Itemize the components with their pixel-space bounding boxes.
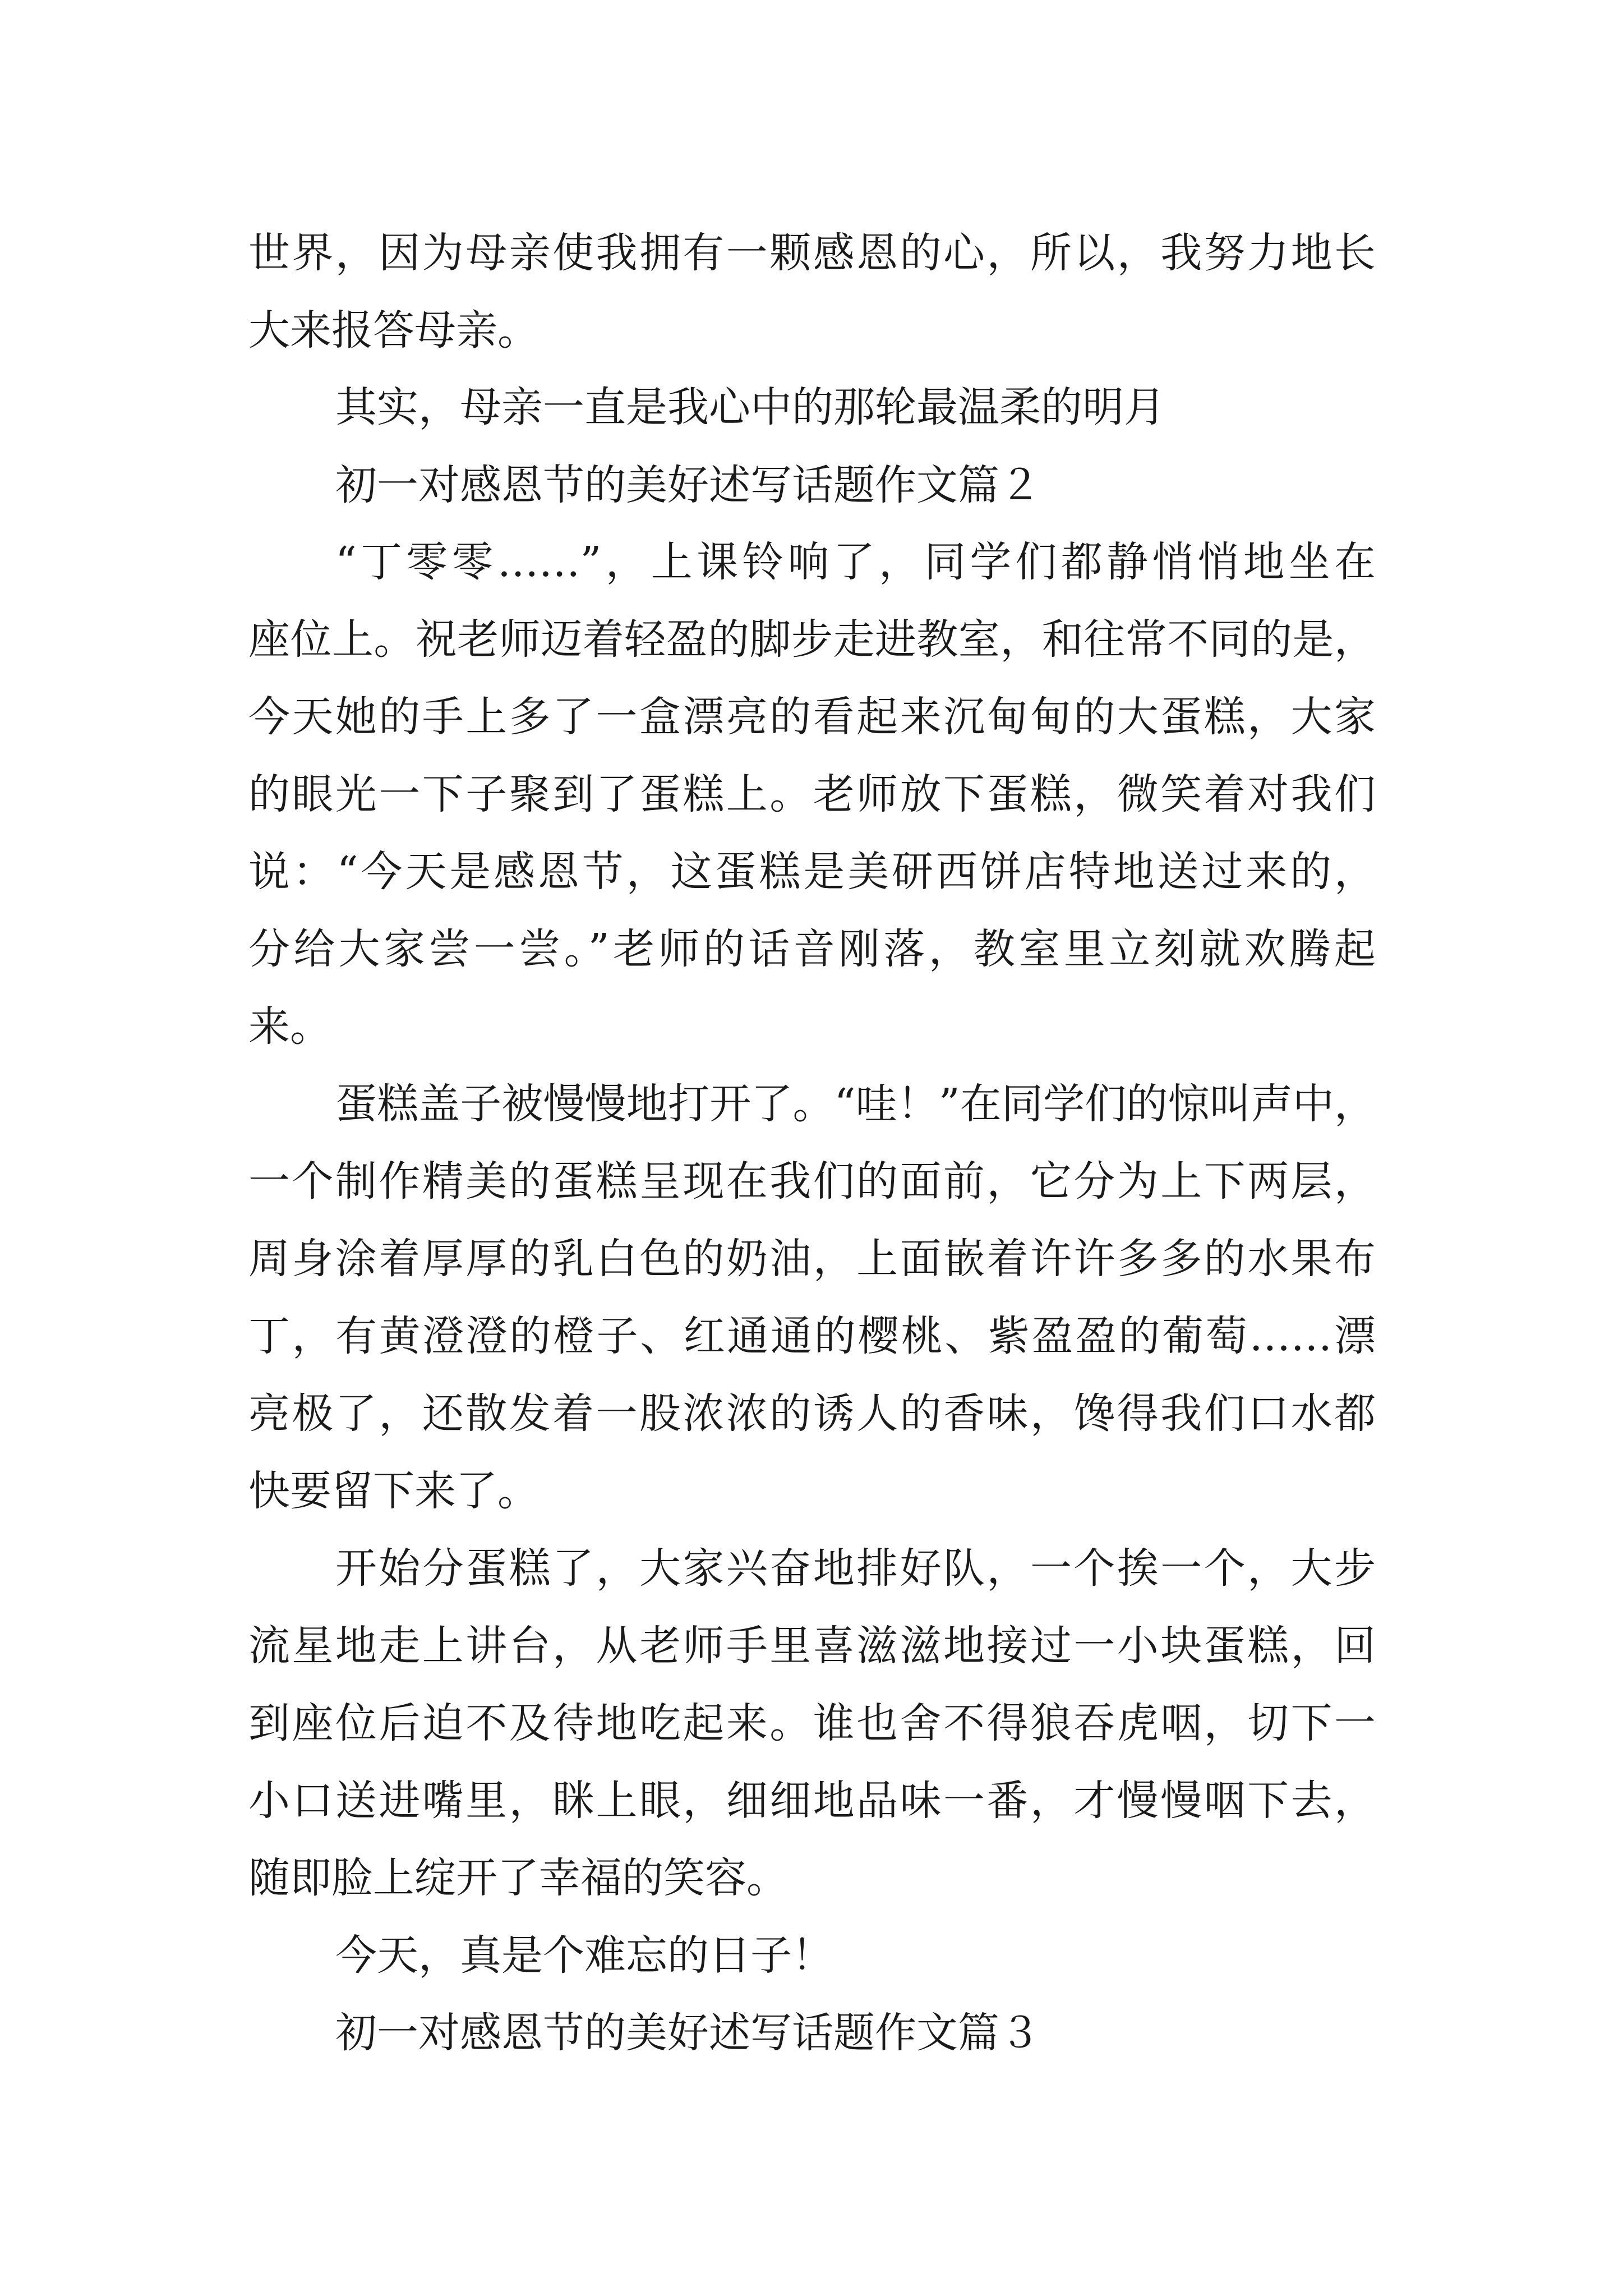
text-line: 的眼光一下子聚到了蛋糕上。老师放下蛋糕，微笑着对我们: [248, 770, 1376, 818]
section-heading: 初一对感恩节的美好述写话题作文篇３: [335, 2009, 1041, 2057]
text-line: 到座位后迫不及待地吃起来。谁也舍不得狼吞虎咽，切下一: [248, 1699, 1376, 1747]
text-line: “丁零零……”，上课铃响了，同学们都静悄悄地坐在: [335, 538, 1376, 586]
text-line: 一个制作精美的蛋糕呈现在我们的面前，它分为上下两层，: [248, 1157, 1376, 1205]
text-line: 座位上。祝老师迈着轻盈的脚步走进教室，和往常不同的是，: [248, 615, 1376, 664]
text-line: 来。: [248, 1002, 331, 1051]
text-line: 亮极了，还散发着一股浓浓的诱人的香味，馋得我们口水都: [248, 1389, 1376, 1438]
text-line: 大来报答母亲。: [248, 306, 539, 355]
text-line: 周身涂着厚厚的乳白色的奶油，上面嵌着许许多多的水果布: [248, 1235, 1376, 1283]
text-line: 随即脸上绽开了幸福的笑容。: [248, 1854, 788, 1902]
text-line: 分给大家尝一尝。”老师的话音刚落，教室里立刻就欢腾起: [248, 925, 1376, 973]
text-line: 说：“今天是感恩节，这蛋糕是美研西饼店特地送过来的，: [248, 848, 1376, 896]
text-line: 蛋糕盖子被慢慢地打开了。“哇！”在同学们的惊叫声中，: [335, 1080, 1376, 1128]
text-line: 今天，真是个难忘的日子！: [335, 1931, 833, 1980]
text-line: 丁，有黄澄澄的橙子、红通通的樱桃、紫盈盈的葡萄……漂: [248, 1312, 1376, 1360]
text-line: 其实，母亲一直是我心中的那轮最温柔的明月: [335, 383, 1165, 431]
text-line: 世界，因为母亲使我拥有一颗感恩的心，所以，我努力地长: [248, 229, 1376, 277]
text-line: 小口送进嘴里，眯上眼，细细地品味一番，才慢慢咽下去，: [248, 1777, 1376, 1825]
text-line: 流星地走上讲台，从老师手里喜滋滋地接过一小块蛋糕，回: [248, 1622, 1376, 1670]
section-heading: 初一对感恩节的美好述写话题作文篇２: [335, 461, 1041, 509]
text-line: 快要留下来了。: [248, 1467, 539, 1515]
text-line: 今天她的手上多了一盒漂亮的看起来沉甸甸的大蛋糕，大家: [248, 693, 1376, 741]
text-line: 开始分蛋糕了，大家兴奋地排好队，一个挨一个，大步: [335, 1544, 1376, 1593]
